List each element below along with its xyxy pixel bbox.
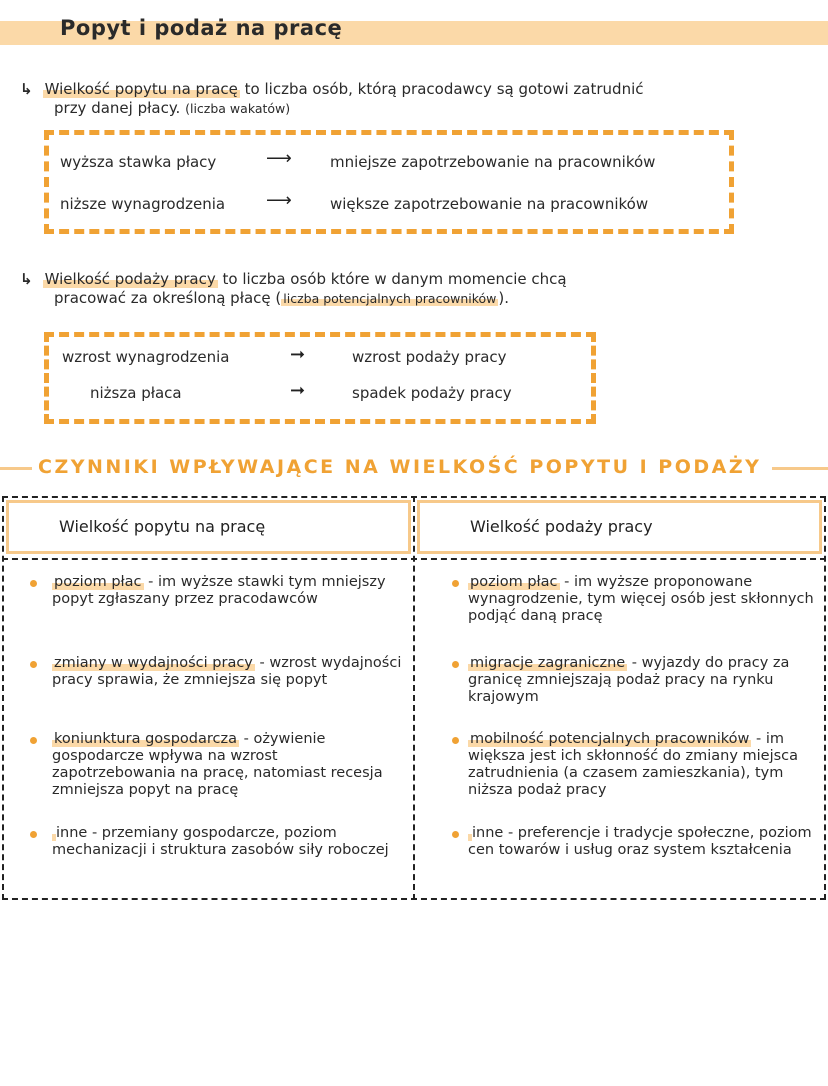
- demand-factor-item: [52, 825, 402, 859]
- heading-rule-right: [772, 467, 828, 470]
- bullet-dot-icon: [30, 661, 37, 668]
- supply-factor-item: [468, 655, 820, 706]
- page-title: Popyt i podaż na pracę: [60, 16, 343, 40]
- demand-factor-text: - im wyższe stawki tym mniejszy popyt zgłaszany przez pracodawców: [52, 574, 386, 607]
- supply-factor-item: [468, 731, 820, 799]
- arrow-right-icon: ➞: [290, 344, 306, 365]
- table-column-divider: [413, 496, 415, 900]
- bullet-dot-icon: [452, 737, 459, 744]
- supply-row-2-left: niższa płaca: [90, 384, 182, 402]
- supply-row-2-right: spadek podaży pracy: [352, 384, 512, 402]
- table-header-supply: Wielkość podaży pracy: [417, 500, 822, 554]
- bullet-arrow-icon: ↳: [20, 270, 33, 288]
- bullet-dot-icon: [30, 737, 37, 744]
- arrow-right-icon: ➞: [290, 380, 306, 401]
- supply-definition-end: ).: [498, 289, 510, 307]
- supply-examples-box: [44, 332, 596, 424]
- demand-definition: [20, 80, 810, 118]
- demand-row-2-left: niższe wynagrodzenia: [60, 195, 226, 213]
- bullet-dot-icon: [30, 580, 37, 587]
- arrow-right-icon: ⟶: [266, 148, 292, 169]
- heading-rule-left: [0, 467, 32, 470]
- supply-note: liczba potencjalnych pracowników: [283, 291, 497, 306]
- bullet-dot-icon: [452, 661, 459, 668]
- demand-row-2-right: większe zapotrzebowanie na pracowników: [330, 195, 649, 213]
- demand-factor-term: poziom płac: [54, 574, 142, 590]
- demand-factor-text: - wzrost wydajności pracy sprawia, że zmniejsza się popyt: [52, 655, 402, 688]
- supply-factor-text: - wyjazdy do pracy za granicę zmniejszają podaż pracy na rynku krajowym: [468, 655, 790, 705]
- demand-factor-item: [52, 574, 402, 608]
- supply-factor-term: mobilność potencjalnych pracowników: [470, 731, 750, 747]
- arrow-right-icon: ⟶: [266, 190, 292, 211]
- bullet-arrow-icon: ↳: [20, 80, 33, 98]
- supply-factor-item: [468, 825, 820, 859]
- supply-factor-term: migracje zagraniczne: [470, 655, 626, 671]
- demand-note: (liczba wakatów): [185, 101, 291, 116]
- supply-row-1-left: wzrost wynagrodzenia: [62, 348, 230, 366]
- supply-term: Wielkość podaży pracy: [44, 270, 216, 288]
- demand-definition-line2: przy danej płacy.: [54, 99, 181, 117]
- demand-factor-text: - ożywienie gospodarcze wpływa na wzrost zapotrzebowania na pracę, natomiast recesja zmniejsza popyt na pracę: [52, 731, 383, 798]
- supply-definition-text: to liczba osób które w danym momencie chcą: [217, 270, 567, 288]
- supply-definition-line2: pracować za określoną płacę (: [54, 289, 282, 307]
- supply-factor-text: - im większa jest ich skłonność do zmiany miejsca zatrudnienia (a czasem zamieszkania), tym niższa podaż pracy: [468, 731, 799, 798]
- supply-factor-item: [468, 574, 820, 625]
- demand-term: Wielkość popytu na pracę: [44, 80, 238, 98]
- supply-factor-term: poziom płac: [470, 574, 558, 590]
- demand-factor-term: zmiany w wydajności pracy: [54, 655, 253, 671]
- supply-factor-text: inne - preferencje i tradycje społeczne, poziom cen towarów i usług oraz system kształcenia: [468, 825, 812, 858]
- factors-heading: CZYNNIKI WPŁYWAJĄCE NA WIELKOŚĆ POPYTU I PODAŻY: [38, 456, 762, 478]
- demand-factor-term: koniunktura gospodarcza: [54, 731, 237, 747]
- supply-row-1-right: wzrost podaży pracy: [352, 348, 507, 366]
- bullet-dot-icon: [30, 831, 37, 838]
- table-header-divider: [2, 558, 826, 560]
- table-header-demand: Wielkość popytu na pracę: [6, 500, 411, 554]
- demand-definition-text: to liczba osób, którą pracodawcy są gotowi zatrudnić: [239, 80, 644, 98]
- factors-heading-row: [0, 456, 828, 480]
- demand-examples-box: [44, 130, 734, 234]
- demand-factor-item: [52, 731, 402, 799]
- supply-definition: [20, 270, 810, 308]
- supply-factor-text: - im wyższe proponowane wynagrodzenie, tym więcej osób jest skłonnych podjąć daną pracę: [468, 574, 814, 624]
- demand-row-1-right: mniejsze zapotrzebowanie na pracowników: [330, 153, 656, 171]
- demand-factor-text: inne - przemiany gospodarcze, poziom mechanizacji i struktura zasobów siły roboczej: [52, 825, 389, 858]
- demand-row-1-left: wyższa stawka płacy: [60, 153, 217, 171]
- demand-factor-item: [52, 655, 402, 689]
- bullet-dot-icon: [452, 831, 459, 838]
- bullet-dot-icon: [452, 580, 459, 587]
